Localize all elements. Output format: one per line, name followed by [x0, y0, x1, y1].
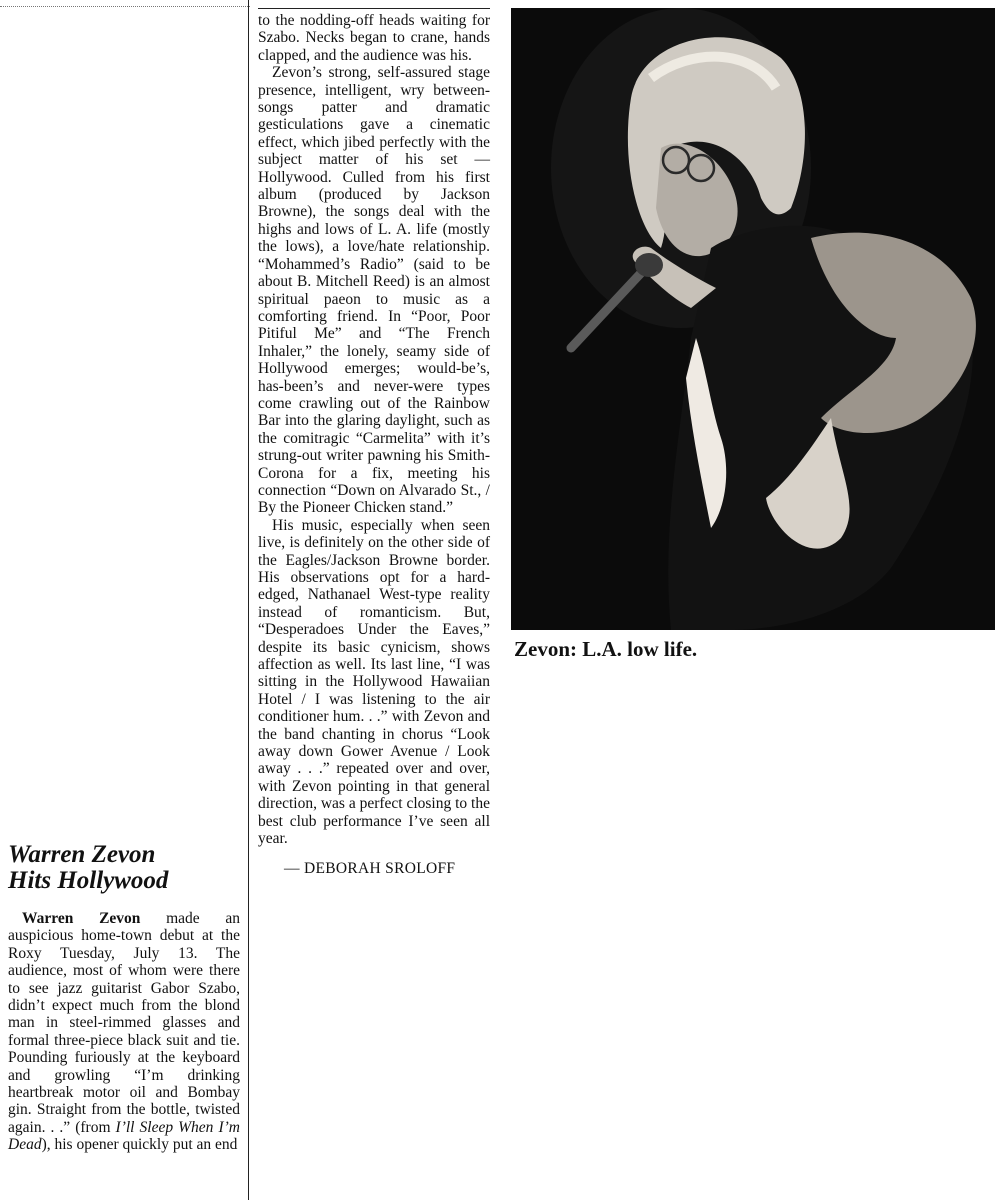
article-column-middle	[258, 12, 490, 878]
article-paragraph-1-continued: to the nodding-off heads waiting for Szabo. Necks began to crane, hands clapped, and the audience was his.	[258, 12, 490, 64]
column-rule	[248, 0, 249, 1200]
top-rule	[258, 8, 490, 9]
article-paragraph-2: Zevon’s strong, self-assured stage presence, intelligent, wry between-songs patter and dramatic gesticulations gave a cinematic effect, which jibed perfectly with the subject matter of his set — Hollywood. Culled from his first album (produced by Jackson Browne), the songs deal with the highs and lows of L. A. life (mostly the lows), a love/hate relationship. “Mohammed’s Radio” (said to be about B. Mitchell Reed) is an almost spiritual paeon to music as a comforting friend. In “Poor, Poor Pitiful Me” and “The French Inhaler,” the lonely, seamy side of Hollywood emerges; would-be’s, has-been’s and never-were types come crawling out of the Rainbow Bar into the glaring daylight, such as the comitragic “Carmelita” with it’s strung-out writer pawning his Smith-Corona for a fix, meeting his connection “Down on Alvarado St., / By the Pioneer Chicken stand.”	[258, 64, 490, 517]
paragraph-1-text-b: ), his opener quickly put an end	[41, 1136, 238, 1154]
lead-name: Warren Zevon	[22, 910, 141, 927]
headline-line-2: Hits Hollywood	[8, 867, 169, 894]
article-paragraph-1	[8, 910, 240, 1154]
page-edge-fragment	[0, 0, 250, 7]
article-byline: — DEBORAH SROLOFF	[284, 859, 456, 877]
article-paragraph-3: His music, especially when seen live, is definitely on the other side of the Eagles/Jackson Browne border. His observations opt for a hard-edged, Nathanael West-type reality instead of romanticism. But, “Desperadoes Under the Eaves,” despite its basic cynicism, shows affection as well. Its last line, “I was sitting in the Hollywood Hawaiian Hotel / I was listening to the air conditioner hum. . .” with Zevon and the band chanting in chorus “Look away down Gower Avenue / Look away . . .” repeated over and over, with Zevon pointing in that general direction, was a perfect closing to the best club performance I’ve seen all year.	[258, 516, 490, 848]
singer-photo-illustration	[511, 8, 995, 630]
album-title: I’ll Sleep When I’m Dead	[8, 1118, 240, 1154]
photo-caption: Zevon: L.A. low life.	[514, 637, 698, 661]
headline-line-1: Warren Zevon	[8, 841, 156, 868]
paragraph-1-text-a: made an auspicious home-town debut at the Roxy Tuesday, July 13. The audience, most of whom were there to see jazz guitarist Gabor Szabo, didn’t expect much from the blond man in steel-rimmed glasses and formal three-piece black suit and tie. Pounding furiously at the keyboard and growling “I’m drinking heartbreak motor oil and Bombay gin. Straight from the bottle, twisted again. . .” (from	[8, 910, 240, 1136]
article-headline	[8, 842, 240, 894]
article-column-left	[8, 842, 240, 1154]
zevon-photo	[511, 8, 995, 630]
